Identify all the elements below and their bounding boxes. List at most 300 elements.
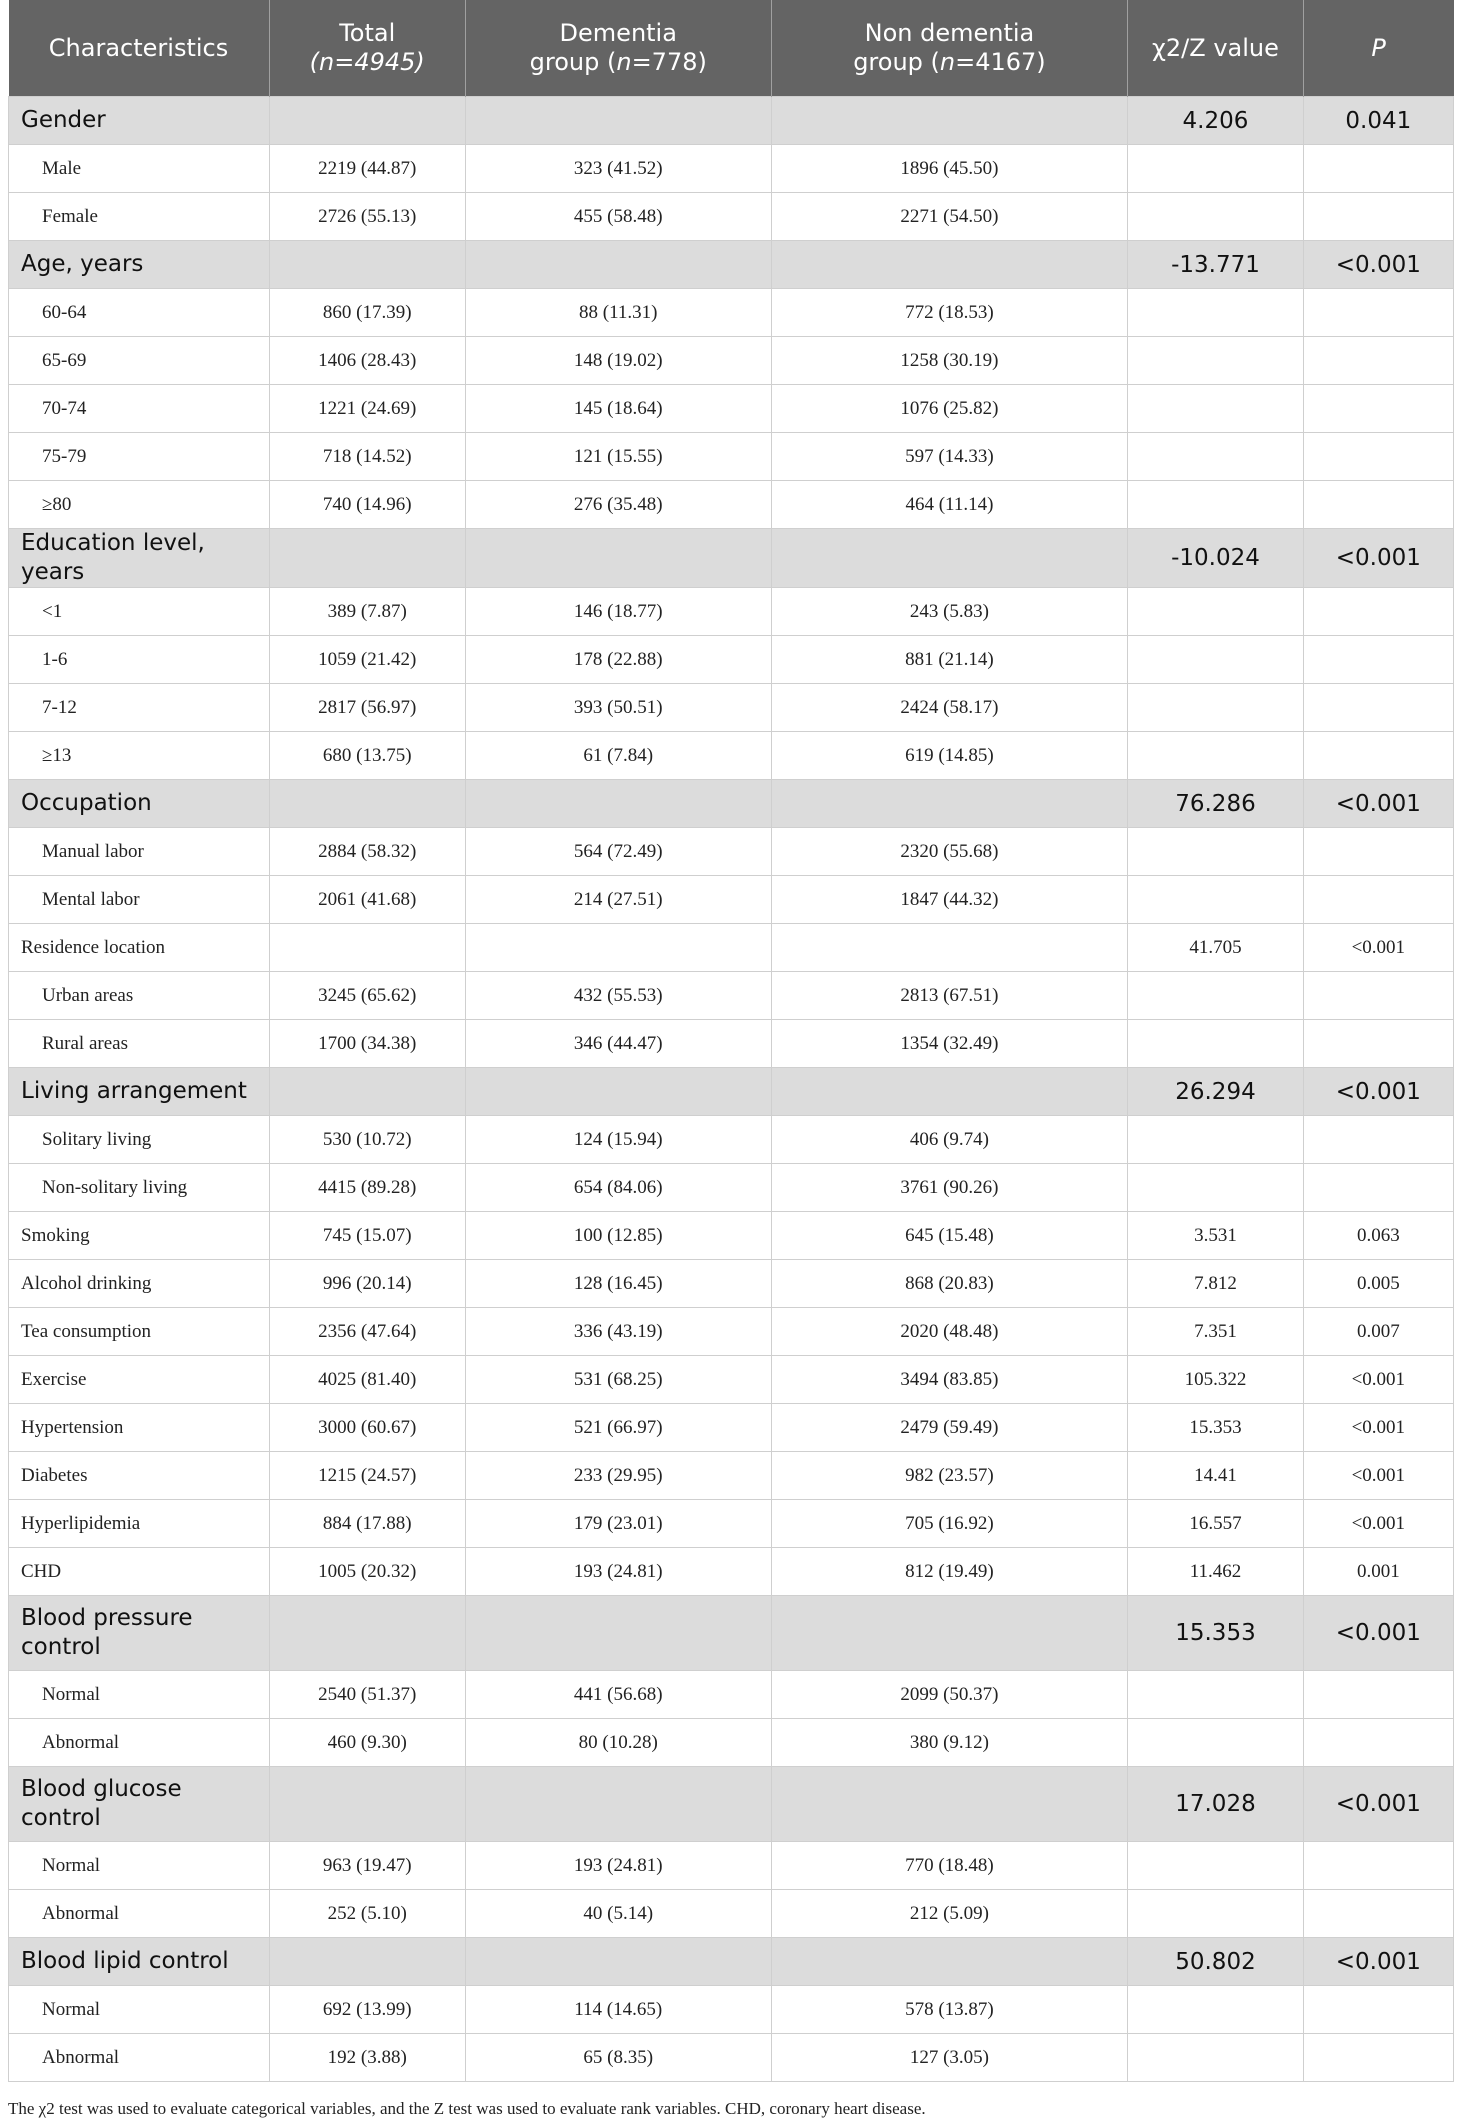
p-cell: 0.005	[1303, 1260, 1453, 1308]
header-characteristics-text: Characteristics	[48, 33, 229, 62]
dementia-cell: 564 (72.49)	[465, 828, 771, 876]
label-cell: Abnormal	[9, 1719, 270, 1767]
p-cell	[1303, 481, 1453, 529]
header-non-dementia-line1: Non dementia	[864, 19, 1035, 47]
label-cell: 1-6	[9, 636, 270, 684]
total-cell: 963 (19.47)	[269, 1842, 465, 1890]
label-cell: Occupation	[9, 780, 270, 828]
label-cell: Rural areas	[9, 1020, 270, 1068]
label-cell: Education level, years	[9, 529, 270, 588]
non-dementia-cell	[771, 1767, 1128, 1842]
total-cell: 3000 (60.67)	[269, 1404, 465, 1452]
p-cell	[1303, 876, 1453, 924]
dementia-cell: 531 (68.25)	[465, 1356, 771, 1404]
label-cell: Mental labor	[9, 876, 270, 924]
table-row	[9, 1938, 1454, 1986]
p-cell: <0.001	[1303, 780, 1453, 828]
label-cell: Alcohol drinking	[9, 1260, 270, 1308]
label-cell: Abnormal	[9, 1890, 270, 1938]
stat-cell	[1128, 1164, 1303, 1212]
stat-cell: 17.028	[1128, 1767, 1303, 1842]
total-cell	[269, 241, 465, 289]
dementia-cell	[465, 1767, 771, 1842]
dementia-cell: 88 (11.31)	[465, 289, 771, 337]
dementia-cell	[465, 529, 771, 588]
total-cell: 389 (7.87)	[269, 588, 465, 636]
table-row	[9, 1890, 1454, 1938]
table-row	[9, 529, 1454, 588]
label-cell: 60-64	[9, 289, 270, 337]
non-dementia-cell: 770 (18.48)	[771, 1842, 1128, 1890]
table-row	[9, 588, 1454, 636]
stat-cell: 105.322	[1128, 1356, 1303, 1404]
total-cell: 860 (17.39)	[269, 289, 465, 337]
label-cell: Blood glucose control	[9, 1767, 270, 1842]
label-cell: Hypertension	[9, 1404, 270, 1452]
label-cell: Non-solitary living	[9, 1164, 270, 1212]
dementia-cell: 148 (19.02)	[465, 337, 771, 385]
stat-cell: 76.286	[1128, 780, 1303, 828]
table-row	[9, 1500, 1454, 1548]
header-characteristics	[9, 0, 270, 97]
dementia-cell: 146 (18.77)	[465, 588, 771, 636]
label-cell: 7-12	[9, 684, 270, 732]
total-cell: 4415 (89.28)	[269, 1164, 465, 1212]
total-cell: 884 (17.88)	[269, 1500, 465, 1548]
table-row	[9, 1212, 1454, 1260]
non-dementia-cell: 2479 (59.49)	[771, 1404, 1128, 1452]
stat-cell: 26.294	[1128, 1068, 1303, 1116]
table-row	[9, 1068, 1454, 1116]
total-cell: 1221 (24.69)	[269, 385, 465, 433]
stat-cell: 14.41	[1128, 1452, 1303, 1500]
table-row	[9, 732, 1454, 780]
total-cell: 1406 (28.43)	[269, 337, 465, 385]
table-row	[9, 972, 1454, 1020]
stat-cell: 15.353	[1128, 1404, 1303, 1452]
dementia-cell	[465, 97, 771, 145]
label-cell: Living arrangement	[9, 1068, 270, 1116]
stat-cell: 3.531	[1128, 1212, 1303, 1260]
dementia-cell: 521 (66.97)	[465, 1404, 771, 1452]
stat-cell	[1128, 481, 1303, 529]
table-row	[9, 1986, 1454, 2034]
non-dementia-cell	[771, 780, 1128, 828]
total-cell: 460 (9.30)	[269, 1719, 465, 1767]
dementia-cell: 455 (58.48)	[465, 193, 771, 241]
label-cell: ≥13	[9, 732, 270, 780]
dementia-cell	[465, 1596, 771, 1671]
table-row	[9, 289, 1454, 337]
p-cell	[1303, 1890, 1453, 1938]
stat-cell	[1128, 1020, 1303, 1068]
non-dementia-cell: 212 (5.09)	[771, 1890, 1128, 1938]
dementia-cell: 336 (43.19)	[465, 1308, 771, 1356]
non-dementia-cell: 1354 (32.49)	[771, 1020, 1128, 1068]
stat-cell: 11.462	[1128, 1548, 1303, 1596]
label-cell: <1	[9, 588, 270, 636]
label-cell: ≥80	[9, 481, 270, 529]
non-dementia-cell: 3494 (83.85)	[771, 1356, 1128, 1404]
total-cell	[269, 97, 465, 145]
dementia-cell: 121 (15.55)	[465, 433, 771, 481]
label-cell: Blood lipid control	[9, 1938, 270, 1986]
p-cell	[1303, 636, 1453, 684]
p-cell	[1303, 972, 1453, 1020]
non-dementia-cell: 127 (3.05)	[771, 2034, 1128, 2082]
table-row	[9, 780, 1454, 828]
dementia-cell: 393 (50.51)	[465, 684, 771, 732]
p-cell	[1303, 588, 1453, 636]
total-cell	[269, 780, 465, 828]
header-p-value	[1303, 0, 1453, 97]
dementia-cell: 654 (84.06)	[465, 1164, 771, 1212]
stat-cell: 16.557	[1128, 1500, 1303, 1548]
table-row	[9, 1719, 1454, 1767]
non-dementia-cell: 772 (18.53)	[771, 289, 1128, 337]
table-row	[9, 924, 1454, 972]
p-cell: <0.001	[1303, 1404, 1453, 1452]
table-row	[9, 1671, 1454, 1719]
stat-cell	[1128, 193, 1303, 241]
header-p-value-text: P	[1371, 33, 1386, 62]
p-cell: 0.063	[1303, 1212, 1453, 1260]
non-dementia-cell: 3761 (90.26)	[771, 1164, 1128, 1212]
dementia-cell: 128 (16.45)	[465, 1260, 771, 1308]
label-cell: Diabetes	[9, 1452, 270, 1500]
p-cell	[1303, 2034, 1453, 2082]
stat-cell: -10.024	[1128, 529, 1303, 588]
stat-cell	[1128, 1671, 1303, 1719]
total-cell: 1005 (20.32)	[269, 1548, 465, 1596]
p-cell	[1303, 828, 1453, 876]
stat-cell	[1128, 732, 1303, 780]
header-non-dementia-line2-b: =4167)	[955, 48, 1046, 76]
non-dementia-cell: 705 (16.92)	[771, 1500, 1128, 1548]
table-row	[9, 1116, 1454, 1164]
p-cell	[1303, 1671, 1453, 1719]
total-cell: 2540 (51.37)	[269, 1671, 465, 1719]
p-cell: 0.001	[1303, 1548, 1453, 1596]
table-row	[9, 1308, 1454, 1356]
non-dementia-cell: 982 (23.57)	[771, 1452, 1128, 1500]
p-cell: <0.001	[1303, 1767, 1453, 1842]
table-row	[9, 337, 1454, 385]
table-row	[9, 145, 1454, 193]
dementia-cell	[465, 924, 771, 972]
dementia-cell: 40 (5.14)	[465, 1890, 771, 1938]
non-dementia-cell: 464 (11.14)	[771, 481, 1128, 529]
p-cell	[1303, 1116, 1453, 1164]
header-stat-value	[1128, 0, 1303, 97]
dementia-cell: 441 (56.68)	[465, 1671, 771, 1719]
table-container	[8, 0, 1454, 2082]
total-cell: 2219 (44.87)	[269, 145, 465, 193]
table-row	[9, 1596, 1454, 1671]
label-cell: Normal	[9, 1986, 270, 2034]
p-cell: <0.001	[1303, 1068, 1453, 1116]
dementia-cell: 124 (15.94)	[465, 1116, 771, 1164]
header-non-dementia-line2-n: n	[939, 48, 956, 76]
stat-cell	[1128, 972, 1303, 1020]
p-cell	[1303, 337, 1453, 385]
non-dementia-cell: 2813 (67.51)	[771, 972, 1128, 1020]
label-cell: Tea consumption	[9, 1308, 270, 1356]
table-row	[9, 876, 1454, 924]
non-dementia-cell: 881 (21.14)	[771, 636, 1128, 684]
dementia-cell: 276 (35.48)	[465, 481, 771, 529]
label-cell: Residence location	[9, 924, 270, 972]
p-cell: <0.001	[1303, 1596, 1453, 1671]
non-dementia-cell: 1847 (44.32)	[771, 876, 1128, 924]
p-cell	[1303, 289, 1453, 337]
table-row	[9, 828, 1454, 876]
non-dementia-cell: 243 (5.83)	[771, 588, 1128, 636]
p-cell	[1303, 1164, 1453, 1212]
total-cell: 680 (13.75)	[269, 732, 465, 780]
label-cell: 65-69	[9, 337, 270, 385]
total-cell: 718 (14.52)	[269, 433, 465, 481]
p-cell: <0.001	[1303, 1452, 1453, 1500]
total-cell	[269, 1767, 465, 1842]
label-cell: Exercise	[9, 1356, 270, 1404]
total-cell: 2356 (47.64)	[269, 1308, 465, 1356]
p-cell: <0.001	[1303, 529, 1453, 588]
p-cell	[1303, 732, 1453, 780]
dementia-cell: 193 (24.81)	[465, 1548, 771, 1596]
label-cell: Urban areas	[9, 972, 270, 1020]
dementia-cell: 193 (24.81)	[465, 1842, 771, 1890]
stat-cell: 15.353	[1128, 1596, 1303, 1671]
header-total	[269, 0, 465, 97]
table-row	[9, 1260, 1454, 1308]
dementia-cell: 61 (7.84)	[465, 732, 771, 780]
non-dementia-cell: 2020 (48.48)	[771, 1308, 1128, 1356]
characteristics-table	[8, 0, 1454, 2082]
total-cell: 2817 (56.97)	[269, 684, 465, 732]
table-row	[9, 1767, 1454, 1842]
non-dementia-cell	[771, 529, 1128, 588]
label-cell: Manual labor	[9, 828, 270, 876]
dementia-cell: 179 (23.01)	[465, 1500, 771, 1548]
total-cell	[269, 924, 465, 972]
dementia-cell: 214 (27.51)	[465, 876, 771, 924]
stat-cell: 41.705	[1128, 924, 1303, 972]
table-row	[9, 193, 1454, 241]
p-cell: <0.001	[1303, 924, 1453, 972]
table-row	[9, 636, 1454, 684]
total-cell	[269, 529, 465, 588]
table-row	[9, 433, 1454, 481]
table-footnote: The χ2 test was used to evaluate categorical variables, and the Z test was used to evaluate rank variables. CHD, coronary heart disease.	[8, 2099, 926, 2118]
dementia-cell	[465, 1068, 771, 1116]
stat-cell	[1128, 337, 1303, 385]
p-cell	[1303, 1719, 1453, 1767]
table-row	[9, 1356, 1454, 1404]
table-row	[9, 1548, 1454, 1596]
table-row	[9, 1452, 1454, 1500]
table-row	[9, 1020, 1454, 1068]
dementia-cell: 432 (55.53)	[465, 972, 771, 1020]
total-cell	[269, 1068, 465, 1116]
non-dementia-cell: 868 (20.83)	[771, 1260, 1128, 1308]
dementia-cell: 114 (14.65)	[465, 1986, 771, 2034]
non-dementia-cell	[771, 1596, 1128, 1671]
total-cell: 2061 (41.68)	[269, 876, 465, 924]
total-cell: 740 (14.96)	[269, 481, 465, 529]
stat-cell	[1128, 1842, 1303, 1890]
header-total-line2: (n=4945)	[309, 48, 425, 76]
total-cell: 1059 (21.42)	[269, 636, 465, 684]
p-cell	[1303, 1986, 1453, 2034]
total-cell: 745 (15.07)	[269, 1212, 465, 1260]
stat-cell	[1128, 876, 1303, 924]
stat-cell	[1128, 588, 1303, 636]
non-dementia-cell: 812 (19.49)	[771, 1548, 1128, 1596]
non-dementia-cell: 645 (15.48)	[771, 1212, 1128, 1260]
non-dementia-cell: 2320 (55.68)	[771, 828, 1128, 876]
total-cell: 530 (10.72)	[269, 1116, 465, 1164]
total-cell: 1700 (34.38)	[269, 1020, 465, 1068]
stat-cell	[1128, 145, 1303, 193]
non-dementia-cell: 380 (9.12)	[771, 1719, 1128, 1767]
header-non-dementia	[771, 0, 1128, 97]
header-total-line1: Total	[339, 19, 396, 47]
stat-cell	[1128, 433, 1303, 481]
non-dementia-cell: 597 (14.33)	[771, 433, 1128, 481]
stat-cell	[1128, 828, 1303, 876]
p-cell: <0.001	[1303, 1356, 1453, 1404]
non-dementia-cell	[771, 1068, 1128, 1116]
total-cell: 692 (13.99)	[269, 1986, 465, 2034]
non-dementia-cell: 578 (13.87)	[771, 1986, 1128, 2034]
p-cell	[1303, 193, 1453, 241]
stat-cell	[1128, 2034, 1303, 2082]
stat-cell	[1128, 289, 1303, 337]
stat-cell: 50.802	[1128, 1938, 1303, 1986]
dementia-cell	[465, 241, 771, 289]
stat-cell	[1128, 636, 1303, 684]
label-cell: Normal	[9, 1842, 270, 1890]
stat-cell	[1128, 385, 1303, 433]
dementia-cell: 346 (44.47)	[465, 1020, 771, 1068]
total-cell: 3245 (65.62)	[269, 972, 465, 1020]
dementia-cell	[465, 1938, 771, 1986]
p-cell	[1303, 433, 1453, 481]
table-body	[9, 97, 1454, 2082]
total-cell: 996 (20.14)	[269, 1260, 465, 1308]
total-cell: 1215 (24.57)	[269, 1452, 465, 1500]
p-cell: <0.001	[1303, 241, 1453, 289]
p-cell	[1303, 684, 1453, 732]
table-row	[9, 1404, 1454, 1452]
non-dementia-cell: 1258 (30.19)	[771, 337, 1128, 385]
table-row	[9, 684, 1454, 732]
p-cell: 0.007	[1303, 1308, 1453, 1356]
total-cell	[269, 1938, 465, 1986]
table-row	[9, 481, 1454, 529]
p-cell	[1303, 385, 1453, 433]
table-row	[9, 385, 1454, 433]
non-dementia-cell: 406 (9.74)	[771, 1116, 1128, 1164]
p-cell	[1303, 1020, 1453, 1068]
non-dementia-cell	[771, 97, 1128, 145]
stat-cell: 4.206	[1128, 97, 1303, 145]
label-cell: Female	[9, 193, 270, 241]
table-row	[9, 2034, 1454, 2082]
dementia-cell: 178 (22.88)	[465, 636, 771, 684]
table-row	[9, 1164, 1454, 1212]
label-cell: Gender	[9, 97, 270, 145]
header-dementia-line2-n: n	[616, 48, 632, 76]
p-cell: <0.001	[1303, 1938, 1453, 1986]
header-dementia-line2-a: group (	[529, 48, 617, 76]
dementia-cell	[465, 780, 771, 828]
non-dementia-cell	[771, 241, 1128, 289]
dementia-cell: 233 (29.95)	[465, 1452, 771, 1500]
stat-cell	[1128, 1986, 1303, 2034]
non-dementia-cell: 1896 (45.50)	[771, 145, 1128, 193]
label-cell: Male	[9, 145, 270, 193]
label-cell: Abnormal	[9, 2034, 270, 2082]
total-cell: 4025 (81.40)	[269, 1356, 465, 1404]
p-cell	[1303, 1842, 1453, 1890]
header-non-dementia-line2-a: group (	[853, 48, 940, 76]
label-cell: Age, years	[9, 241, 270, 289]
label-cell: Solitary living	[9, 1116, 270, 1164]
non-dementia-cell: 2271 (54.50)	[771, 193, 1128, 241]
stat-cell: 7.812	[1128, 1260, 1303, 1308]
non-dementia-cell: 2099 (50.37)	[771, 1671, 1128, 1719]
stat-cell	[1128, 1719, 1303, 1767]
label-cell: 70-74	[9, 385, 270, 433]
non-dementia-cell: 2424 (58.17)	[771, 684, 1128, 732]
header-stat-value-text: χ2/Z value	[1152, 33, 1279, 62]
label-cell: Blood pressure control	[9, 1596, 270, 1671]
non-dementia-cell: 619 (14.85)	[771, 732, 1128, 780]
stat-cell	[1128, 684, 1303, 732]
table-row	[9, 241, 1454, 289]
label-cell: Hyperlipidemia	[9, 1500, 270, 1548]
label-cell: Smoking	[9, 1212, 270, 1260]
stat-cell	[1128, 1116, 1303, 1164]
p-cell: 0.041	[1303, 97, 1453, 145]
total-cell	[269, 1596, 465, 1671]
header-dementia-line2-b: =778)	[631, 48, 707, 76]
dementia-cell: 65 (8.35)	[465, 2034, 771, 2082]
p-cell: <0.001	[1303, 1500, 1453, 1548]
total-cell: 2726 (55.13)	[269, 193, 465, 241]
table-header-row	[9, 0, 1454, 97]
non-dementia-cell	[771, 924, 1128, 972]
stat-cell: 7.351	[1128, 1308, 1303, 1356]
dementia-cell: 145 (18.64)	[465, 385, 771, 433]
label-cell: Normal	[9, 1671, 270, 1719]
label-cell: 75-79	[9, 433, 270, 481]
non-dementia-cell	[771, 1938, 1128, 1986]
stat-cell	[1128, 1890, 1303, 1938]
total-cell: 252 (5.10)	[269, 1890, 465, 1938]
table-row	[9, 1842, 1454, 1890]
dementia-cell: 80 (10.28)	[465, 1719, 771, 1767]
total-cell: 2884 (58.32)	[269, 828, 465, 876]
total-cell: 192 (3.88)	[269, 2034, 465, 2082]
dementia-cell: 100 (12.85)	[465, 1212, 771, 1260]
header-dementia-line1: Dementia	[559, 19, 677, 47]
p-cell	[1303, 145, 1453, 193]
table-row	[9, 97, 1454, 145]
header-dementia	[465, 0, 771, 97]
